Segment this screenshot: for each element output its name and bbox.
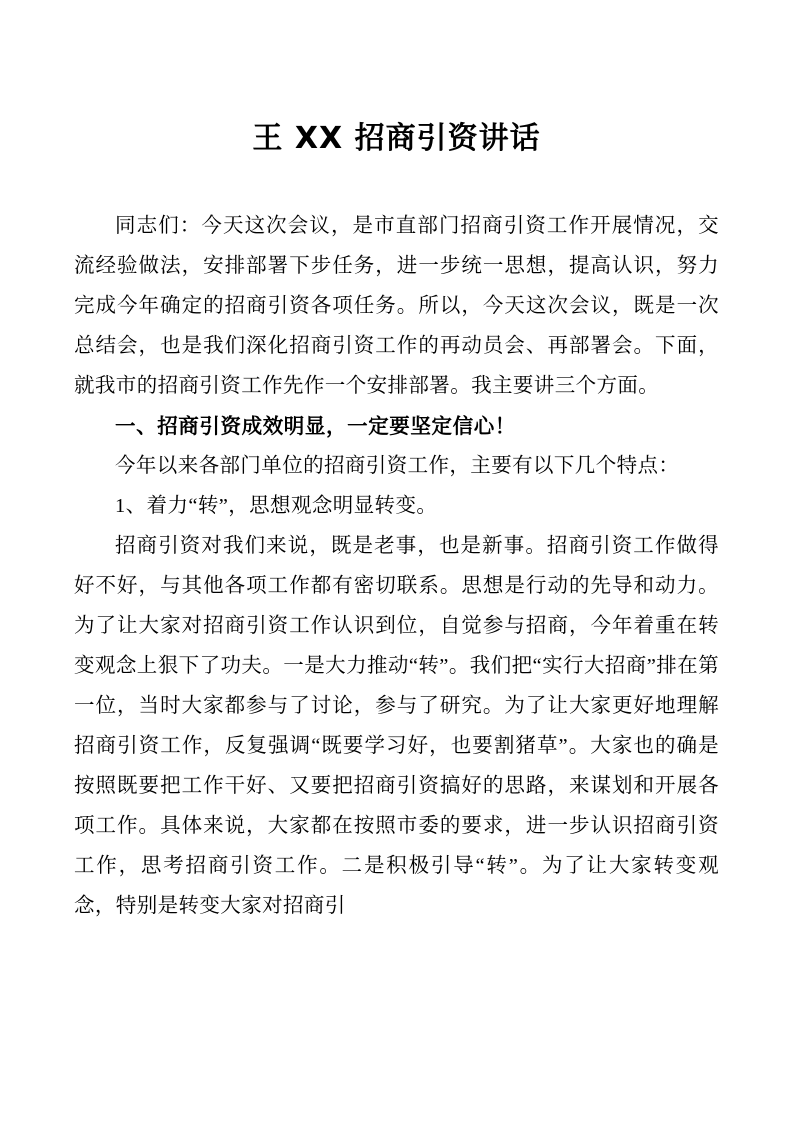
paragraph-point-1: 1、着力“转”，思想观念明显转变。 bbox=[115, 495, 438, 517]
paragraph-intro: 同志们：今天这次会议，是市直部门招商引资工作开展情况，交流经验做法，安排部署下步任务，进一步统一思想，提高认识，努力完成今年确定的招商引资各项任务。所以，今天这次会议，既是一次总结会，也是我们深化招商引资工作的再动员会、再部署会。下面，就我市的招商引资工作先作一个安排部署。我主要讲三个方面。 bbox=[74, 215, 719, 397]
paragraph-point-1-body: 招商引资对我们来说，既是老事，也是新事。招商引资工作做得好不好，与其他各项工作都有密切联系。思想是行动的先导和动力。为了让大家对招商引资工作认识到位，自觉参与招商，今年着重在转变观念上狠下了功夫。一是大力推动“转”。我们把“实行大招商”排在第一位，当时大家都参与了讨论，参与了研究。为了让大家更好地理解招商引资工作，反复强调“既要学习好，也要割猪草”。大家也的确是按照既要把工作干好、又要把招商引资搞好的思路，来谋划和开展各项工作。具体来说，大家都在按照市委的要求，进一步认识招商引资工作，思考招商引资工作。二是积极引导“转”。为了让大家转变观念，特别是转变大家对招商引 bbox=[74, 535, 719, 917]
page-title: 王 XX 招商引资讲话 bbox=[252, 121, 541, 156]
paragraph-section-heading-1: 一、招商引资成效明显，一定要坚定信心！ bbox=[115, 414, 516, 438]
document-body bbox=[74, 206, 719, 926]
paragraph-features-lead: 今年以来各部门单位的招商引资工作，主要有以下几个特点： bbox=[115, 455, 680, 477]
